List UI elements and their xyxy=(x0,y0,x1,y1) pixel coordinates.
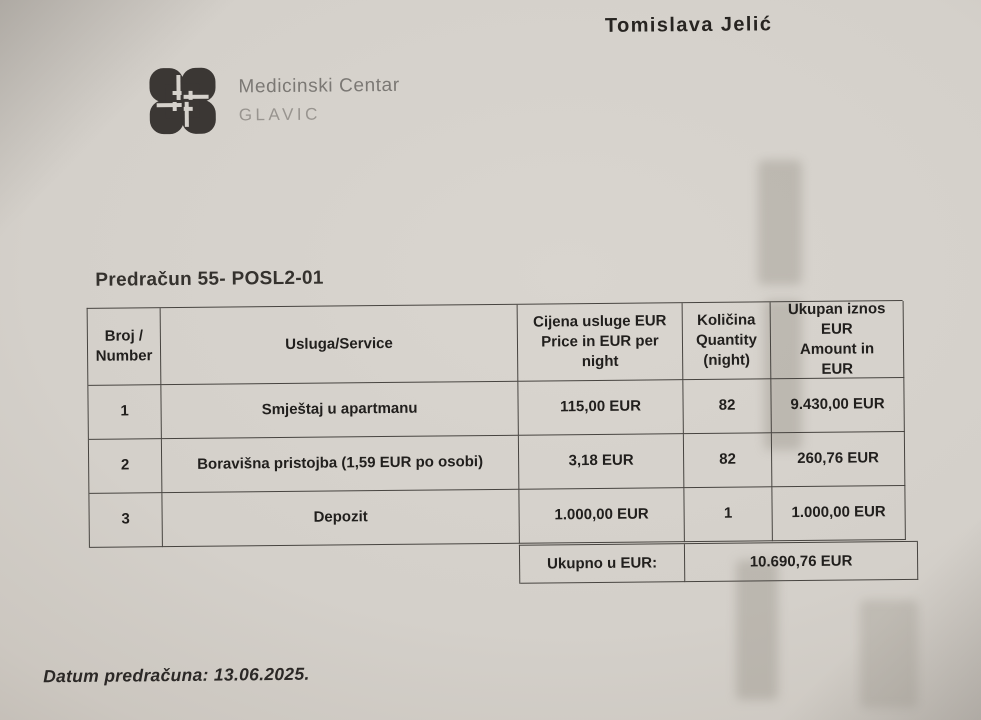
row1-service: Smještaj u apartmanu xyxy=(161,382,519,439)
row2-service: Boravišna pristojba (1,59 EUR po osobi) xyxy=(162,436,520,493)
row3-amount: 1.000,00 EUR xyxy=(772,486,906,541)
row2-price: 3,18 EUR xyxy=(519,434,685,490)
header-number: Broj / Number xyxy=(88,308,162,386)
row3-quantity: 1 xyxy=(684,487,773,542)
header-quantity: Količina Quantity (night) xyxy=(683,302,772,380)
document-date: Datum predračuna: 13.06.2025. xyxy=(43,663,310,687)
row2-quantity: 82 xyxy=(684,433,773,488)
header-amount: Ukupan iznos EUR Amount in EUR xyxy=(771,301,905,379)
row3-number: 3 xyxy=(89,493,163,548)
clinic-logo-block xyxy=(141,58,400,142)
clover-logo-icon xyxy=(141,60,224,143)
row1-amount: 9.430,00 EUR xyxy=(771,378,905,433)
row2-number: 2 xyxy=(89,439,163,494)
row1-price: 115,00 EUR xyxy=(518,380,684,436)
row3-service: Depozit xyxy=(162,490,520,547)
invoice-table xyxy=(87,299,905,573)
total-value: 10.690,76 EUR xyxy=(685,542,918,582)
recipient-name: Tomislava Jelić xyxy=(604,13,773,37)
document-title: Predračun 55- POSL2-01 xyxy=(95,267,324,291)
row2-amount: 260,76 EUR xyxy=(772,432,906,487)
clinic-name-line1: Medicinski Centar xyxy=(238,74,400,97)
total-row xyxy=(519,541,918,584)
row1-number: 1 xyxy=(88,385,162,440)
row3-price: 1.000,00 EUR xyxy=(519,488,685,544)
header-price: Cijena usluge EUR Price in EUR per night xyxy=(518,303,684,382)
header-service: Usluga/Service xyxy=(161,305,519,385)
total-label: Ukupno u EUR: xyxy=(520,544,685,584)
clinic-name xyxy=(238,74,400,125)
clinic-name-line2: GLAVIC xyxy=(238,104,321,124)
row1-quantity: 82 xyxy=(683,379,772,434)
invoice-table-grid xyxy=(87,300,905,548)
